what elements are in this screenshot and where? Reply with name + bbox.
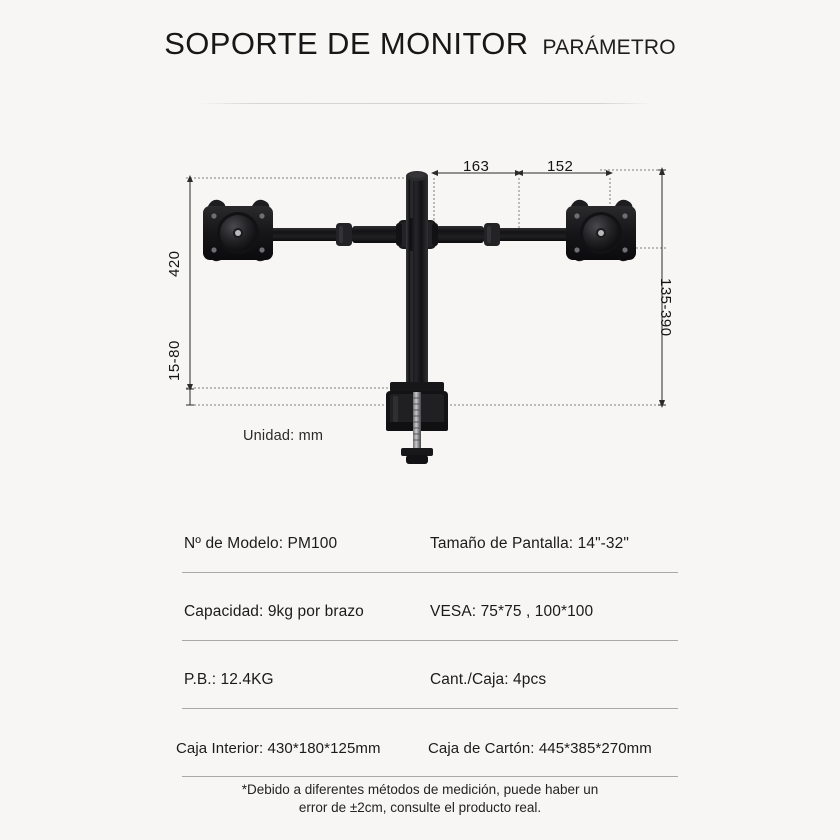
dimension-label-top-right-span: 152 — [547, 158, 574, 175]
product-dimension-diagram — [0, 130, 840, 470]
page-header — [0, 26, 840, 62]
spec-qty-per-carton: Cant./Caja: 4pcs — [430, 671, 547, 688]
dimension-label-arm-height-range: 135-390 — [657, 278, 674, 337]
spec-gross-weight: P.B.: 12.4KG — [184, 671, 274, 688]
dimension-label-top-left-span: 163 — [463, 158, 490, 175]
spec-model-number: Nº de Modelo: PM100 — [184, 535, 338, 552]
page-subtitle: PARÁMETRO — [542, 36, 676, 59]
pole-collars — [396, 218, 438, 251]
row-divider — [182, 776, 678, 777]
table-row — [182, 505, 678, 573]
measurement-disclaimer — [0, 781, 840, 817]
table-row — [182, 573, 678, 641]
spec-carton-box: Caja de Cartón: 445*385*270mm — [428, 740, 652, 757]
monitor-mount-illustration — [203, 171, 636, 464]
disclaimer-line-1: *Debido a diferentes métodos de medición, puede haber un — [241, 782, 599, 797]
right-vesa-plate — [566, 200, 636, 261]
left-vesa-plate — [203, 200, 273, 261]
spec-capacity: Capacidad: 9kg por brazo — [184, 603, 364, 620]
header-divider — [198, 103, 653, 104]
specification-table — [176, 505, 678, 777]
spec-inner-box: Caja Interior: 430*180*125mm — [176, 740, 381, 757]
table-row — [182, 641, 678, 709]
page-title: SOPORTE DE MONITOR — [164, 26, 529, 61]
dimension-label-clamp-thickness: 15-80 — [166, 340, 183, 381]
desk-clamp-base — [386, 382, 448, 464]
table-row — [176, 709, 678, 777]
disclaimer-line-2: error de ±2cm, consulte el producto real. — [298, 800, 542, 815]
center-pole — [406, 171, 428, 404]
unit-label: Unidad: mm — [243, 428, 324, 444]
dimension-label-total-height: 420 — [166, 250, 183, 277]
spec-vesa: VESA: 75*75 , 100*100 — [430, 603, 594, 620]
spec-screen-size: Tamaño de Pantalla: 14"-32" — [430, 535, 629, 552]
